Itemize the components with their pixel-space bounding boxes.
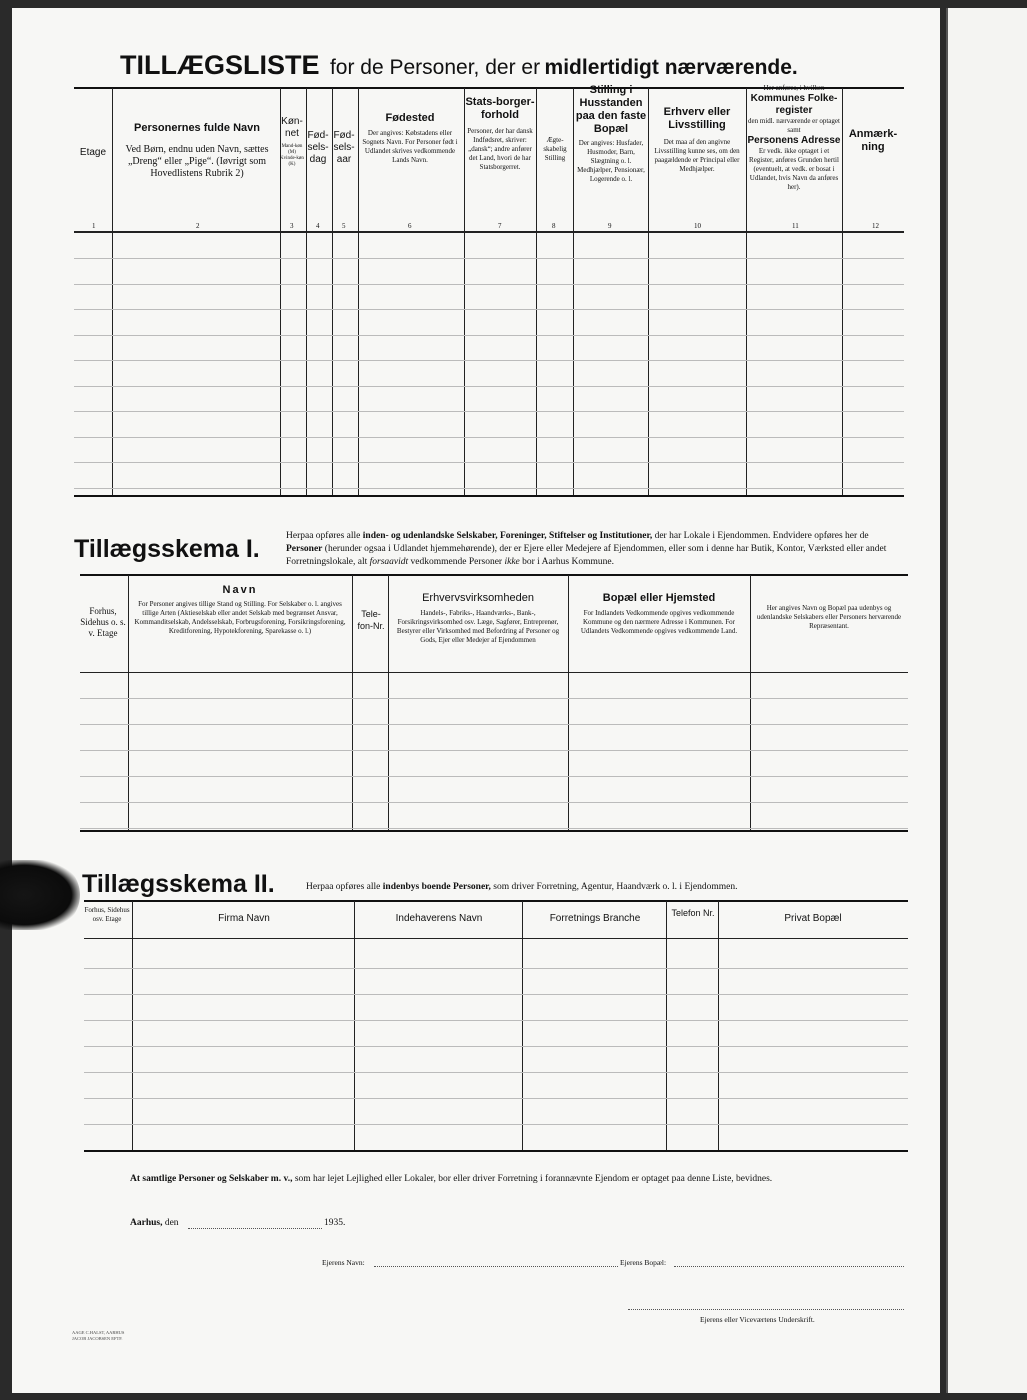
s2-head-branche-label: Forretnings Branche [549, 913, 641, 924]
s2-head-bopael-label: Privat Bopæl [784, 913, 842, 924]
t1-head-foedselsaar-title: Fød-sels-aar [333, 130, 355, 165]
skema1-bottom-rule [80, 830, 908, 832]
attestation-rest: som har lejet Lejlighed eller Lokaler, bor eller driver Forretning i forannævnte Ejendom er optaget paa denne Liste, bevidnes. [294, 1174, 773, 1184]
t1-head-stilling [574, 84, 648, 184]
s1-head-navn-title: Navn [222, 584, 258, 596]
signature-label: Ejerens eller Viceværtens Underskrift. [700, 1315, 815, 1324]
skema2-row-rule [84, 1072, 908, 1073]
t1-head-register-sub2: Er vedk. ikke optaget i et Register, anføres Grunden hertil (eventuelt, at vedk. er bosat i Udlandet, hvis Navn da anføres her). [749, 147, 839, 191]
table1-bottom-rule [74, 495, 904, 497]
table1-column-number: 6 [408, 222, 412, 230]
table1-column-number: 11 [792, 222, 799, 230]
table1-column-rule [648, 88, 649, 495]
table1-column-number: 10 [694, 222, 701, 230]
table1-row-rule [74, 360, 904, 361]
t1-head-stilling-sub: Der angives: Husfader, Husmoder, Barn, Slægtning o. l. Medhjælper, Pensionær, Logerende o. l. [577, 139, 645, 183]
skema2-intro [306, 881, 906, 893]
skema1-header-rule [80, 672, 908, 673]
skema2-row-rule [84, 968, 908, 969]
owner-name-label: Ejerens Navn: [322, 1258, 365, 1267]
t1-head-erhverv [650, 106, 744, 174]
table1-column-number: 5 [342, 222, 346, 230]
t1-head-statsborger-sub: Personer, der har dansk Indfødsret, skriver: „dansk“; andre anfører det Land, hvori de har Statsborgerret. [467, 127, 533, 171]
skema1-intro-6: bor i Aarhus Kommune. [522, 557, 614, 567]
t1-head-register-title: Kommunes Folke-register [750, 93, 838, 116]
skema2-header-rule [84, 938, 908, 939]
t1-head-statsborger [465, 96, 535, 172]
printer-imprint [72, 1330, 124, 1342]
table1-header-rule [74, 231, 904, 233]
table1-column-number: 9 [608, 222, 612, 230]
table1-column-rule [112, 88, 113, 495]
year-label: 1935. [324, 1218, 346, 1228]
skema1-intro-2: der har Lokale i Ejendommen. [654, 531, 771, 541]
skema1-column-rule [750, 575, 751, 830]
table1-column-rule [536, 88, 537, 495]
skema1-intro-it2: ikke [504, 557, 520, 567]
t1-head-foedested-title: Fødested [385, 112, 435, 124]
skema2-row-rule [84, 1124, 908, 1125]
table1-column-number: 4 [316, 222, 320, 230]
table1-column-number: 7 [498, 222, 502, 230]
skema2-column-rule [718, 901, 719, 1150]
s2-head-indehaver-label: Indehaverens Navn [395, 913, 483, 924]
t1-head-koen [280, 116, 304, 168]
s2-head-telefon [668, 908, 718, 919]
skema1-row-rule [80, 724, 908, 725]
skema2-row-rule [84, 1020, 908, 1021]
skema2-row-rule [84, 1046, 908, 1047]
t1-head-anmaerkning-title: Anmærk-ning [848, 128, 898, 153]
t1-head-stilling-title: Stilling i Husstanden paa den faste Bopæl [575, 84, 647, 135]
title-rest-a: for de Personer, der er [329, 56, 541, 79]
skema2-row-rule [84, 994, 908, 995]
s2-head-etage-label: Forhus, Sidehus osv. Etage [84, 906, 130, 923]
t1-head-etage-title: Etage [79, 147, 107, 158]
s1-head-erhverv-sub: Handels-, Fabriks-, Haandværks-, Bank-, Forsikringsvirksomhed osv. Læge, Sagfører, Entreprenør, Bestyrer eller Virksomhed med Befordring af Personer og Gods, Ejer eller Medejer af Ejendommen [396, 609, 560, 644]
table1-row-rule [74, 411, 904, 412]
skema2-intro-2: som driver Forretning, Agentur, Haandværk o. l. i Ejendommen. [493, 882, 738, 892]
s2-head-etage [84, 906, 130, 924]
table1-column-number: 12 [872, 222, 879, 230]
s1-head-navn [130, 584, 350, 636]
t1-head-foedselsdag [306, 130, 330, 166]
skema1-intro-it: forsaavidt [369, 557, 409, 567]
s1-head-bopael [570, 592, 748, 636]
skema1-top-rule [80, 574, 908, 576]
table1-row-rule [74, 284, 904, 285]
t1-head-erhverv-sub: Det maa af den angivne Livsstilling kunne ses, om den paagældende er Principal eller Medhjælper. [654, 138, 740, 173]
s1-head-bopael-sub: For Indlandets Vedkommende opgives vedkommende Kommune og den nærmere Adresse i Kommunen. For Udlandets Vedkommende opgives vedkommende Land. [580, 609, 738, 635]
t1-head-register [746, 84, 842, 192]
s1-head-erhverv [390, 592, 566, 645]
skema2-column-rule [522, 901, 523, 1150]
s1-head-telefon-sub: Tele-fon-Nr. [357, 609, 385, 631]
skema1-intro-4: (herunder ogsaa i Udlandet hjemmehørende), der er Ejere eller Medejere af Ejendommen, eller som i denne har Butik, Kontor, Værksted eller andet Forretningslokale, alt [286, 544, 887, 567]
skema1-row-rule [80, 776, 908, 777]
skema2-title: Tillægsskema II. [82, 870, 275, 898]
skema1-column-rule [128, 575, 129, 830]
skema1-row-rule [80, 828, 908, 829]
skema2-column-rule [354, 901, 355, 1150]
table1-row-rule [74, 437, 904, 438]
skema2-intro-1: Herpaa opføres alle [306, 882, 381, 892]
s2-head-telefon-label: Telefon Nr. [671, 908, 715, 918]
skema1-column-rule [568, 575, 569, 830]
s2-head-indehaver [356, 914, 522, 923]
title-main: TILLÆGSLISTE [120, 50, 320, 80]
table1-row-rule [74, 258, 904, 259]
table1-column-rule [842, 88, 843, 495]
t1-head-aegteskab-sub: Ægte-skabelig Stilling [543, 136, 567, 162]
signature-dotted-line [628, 1309, 904, 1310]
skema1-title: Tillægsskema I. [74, 535, 260, 563]
s1-head-telefon [354, 608, 388, 632]
s2-head-firma [134, 914, 354, 923]
skema1-column-rule [352, 575, 353, 830]
skema2-intro-bold: indenbys boende Personer, [382, 882, 491, 892]
title-rest-b: midlertidigt nærværende. [544, 56, 798, 79]
table1-column-number: 1 [92, 222, 96, 230]
skema2-row-rule [84, 1098, 908, 1099]
t1-head-koen-title: Køn-net [281, 116, 303, 139]
owner-address-dotted-line [674, 1266, 904, 1267]
table1-row-rule [74, 462, 904, 463]
owner-name-dotted-line [374, 1266, 618, 1267]
t1-head-navn-sub: Ved Børn, endnu uden Navn, sættes „Dreng“ eller „Pige“. (Iøvrigt som Hovedlistens Rubrik 2) [125, 144, 269, 179]
s1-head-repraesentant [754, 604, 904, 631]
t1-head-register-title2: Personens Adresse [747, 135, 841, 146]
s2-head-bopael [720, 914, 906, 923]
attestation-bold: At samtlige Personer og Selskaber m. v., [130, 1174, 293, 1184]
skema1-intro [286, 530, 906, 569]
form-page [12, 8, 940, 1393]
table1-row-rule [74, 386, 904, 387]
t1-head-foedselsdag-title: Fød-sels-dag [307, 130, 329, 165]
holding-thumb [0, 860, 80, 930]
t1-head-anmaerkning [844, 128, 902, 154]
s1-head-erhverv-title: Erhvervsvirksomheden [422, 592, 534, 604]
s1-head-bopael-title: Bopæl eller Hjemsted [602, 592, 716, 604]
skema1-row-rule [80, 802, 908, 803]
adjacent-page-edge [946, 8, 1027, 1393]
skema1-column-rule [388, 575, 389, 830]
skema1-intro-1: Herpaa opføres alle [286, 531, 361, 541]
skema2-column-rule [666, 901, 667, 1150]
s1-head-etage [80, 606, 126, 639]
t1-head-erhverv-title: Erhverv eller Livsstilling [663, 106, 731, 131]
t1-head-navn [114, 122, 280, 180]
skema1-intro-3: Endvidere opføres her de [772, 531, 869, 541]
skema1-row-rule [80, 698, 908, 699]
owner-address-label: Ejerens Bopæl: [620, 1258, 667, 1267]
attestation [130, 1174, 920, 1184]
t1-head-foedested-sub: Der angives: Købstadens eller Sognets Navn. For Personer født i Udlandet skrives vedkommende Lands Navn. [362, 129, 458, 164]
den-label: den [164, 1218, 179, 1228]
table1-row-rule [74, 488, 904, 489]
printer-line-1: AAGE C.HALST, AARHUS [72, 1330, 125, 1335]
t1-head-foedested [358, 112, 462, 165]
s1-head-navn-sub: For Personer angives tillige Stand og Stilling. For Selskaber o. l. angives tillige Arten (Aktieselskab eller andet Selskab med begrænset Ansvar, Kommanditselskab, Andelsselskab, Forbrugsforening, Forsikringsforening, Kreditforening, Hypotekforening, Sparekasse o. l.) [134, 600, 346, 635]
page-title [120, 50, 798, 81]
s2-head-firma-label: Firma Navn [218, 913, 270, 924]
t1-head-aegteskab [538, 136, 572, 163]
date-line [130, 1218, 179, 1228]
skema1-intro-bold: inden- og udenlandske Selskaber, Foreninger, Stiftelser og Institutioner, [362, 531, 653, 541]
s2-head-branche [524, 914, 666, 923]
table1-row-rule [74, 335, 904, 336]
table1-column-number: 8 [552, 222, 556, 230]
t1-head-etage [74, 148, 112, 158]
t1-head-navn-title: Personernes fulde Navn [134, 122, 260, 134]
table1-column-number: 3 [290, 222, 294, 230]
skema1-row-rule [80, 750, 908, 751]
skema1-intro-5: vedkommende Personer [410, 557, 503, 567]
t1-head-register-pre: Her anføres, i hvilken [763, 84, 825, 92]
skema2-top-rule [84, 900, 908, 902]
city-label: Aarhus, [130, 1218, 163, 1228]
t1-head-foedselsaar [332, 130, 356, 166]
table1-row-rule [74, 309, 904, 310]
s1-head-etage-sub: Forhus, Sidehus o. s. v. Etage [80, 606, 126, 638]
s1-head-repraesentant-sub: Her angives Navn og Bopæl paa udenbys og udenlandske Selskabers eller Personers herværende Repræsentant. [756, 604, 902, 630]
skema2-column-rule [132, 901, 133, 1150]
t1-head-statsborger-title: Stats-borger-forhold [465, 96, 535, 121]
t1-head-koen-sub: Mand-køn (M) Kvinde-køn (K) [280, 144, 304, 167]
date-dotted-line [188, 1228, 322, 1229]
table1-column-number: 2 [196, 222, 200, 230]
skema2-bottom-rule [84, 1150, 908, 1152]
t1-head-register-sub: den midl. nærværende er optaget samt [748, 117, 840, 134]
skema1-intro-bold2: Personer [286, 544, 323, 554]
printer-line-2: JACOB JACOBSEN EFTF. [72, 1336, 123, 1341]
